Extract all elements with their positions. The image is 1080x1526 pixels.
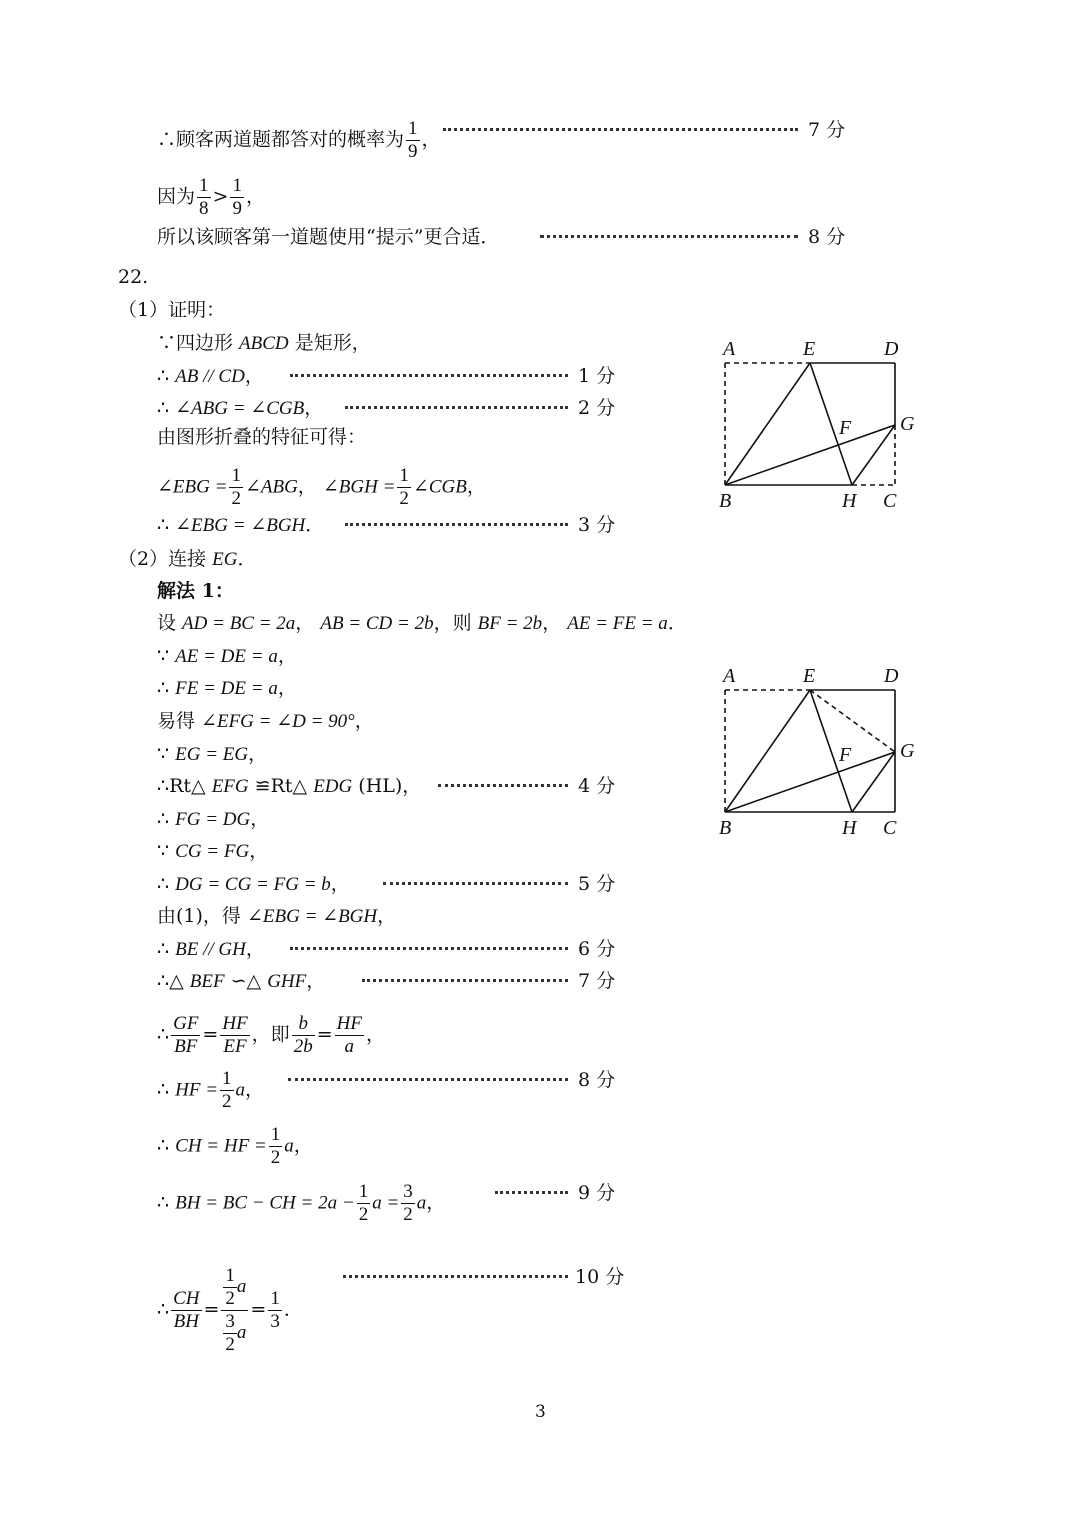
leader-dots xyxy=(290,947,568,950)
score: 1 分 xyxy=(578,365,616,387)
p2-line: 设 AD = BC = 2a， AB = CD = 2b，则 BF = 2b， AE = FE = a． xyxy=(157,612,687,634)
label-A: A xyxy=(723,665,736,687)
label-D: D xyxy=(884,665,899,687)
label-B: B xyxy=(719,817,732,839)
p1-line: ∵四边形 ABCD 是矩形， xyxy=(157,332,371,354)
leader-dots xyxy=(383,882,568,885)
p1-line: ∴ AB // CD， xyxy=(157,365,264,387)
leader-dots xyxy=(443,128,798,131)
p2-line: ∴ BE // GH， xyxy=(157,938,265,960)
p2-line: ∴ HF = $\frac{1}{2}$ a， xyxy=(157,1068,265,1112)
p2-line: ∵ EG = EG， xyxy=(157,743,268,765)
p2-line: ∵ AE = DE = a， xyxy=(157,645,297,667)
edge-EG xyxy=(810,690,895,752)
figure-2 xyxy=(715,662,920,842)
leader-dots xyxy=(438,784,568,787)
p2-line: ∴ BH = BC − CH = 2a − $\frac{1}{2}$ a = $\frac{3}{2}$ a， xyxy=(157,1181,446,1225)
p2-line: ∴ FG = DG， xyxy=(157,808,270,830)
fraction: $\frac{1}{9}$ xyxy=(408,118,418,162)
p2-line: ∴Rt△ EFG ≌Rt△ EDG (HL)， xyxy=(157,775,422,797)
p2-line: ∴ DG = CG = FG = b， xyxy=(157,873,350,895)
edge-GH xyxy=(852,425,895,485)
label-H: H xyxy=(842,817,857,839)
p1-line: 由图形折叠的特征可得： xyxy=(157,426,367,448)
edge-BE xyxy=(725,363,810,485)
label-A: A xyxy=(723,338,736,360)
p1-line: ∴ ∠ABG = ∠CGB， xyxy=(157,397,324,419)
label-H: H xyxy=(842,490,857,512)
edge-BG xyxy=(725,425,895,485)
score: 7 分 xyxy=(578,970,616,992)
label-F: F xyxy=(839,417,852,439)
leader-dots xyxy=(290,374,568,377)
label-B: B xyxy=(719,490,732,512)
score: 9 分 xyxy=(578,1182,616,1204)
score: 6 分 xyxy=(578,938,616,960)
score: 4 分 xyxy=(578,775,616,797)
p2-line: ∴ $\frac{GF}{BF}$ = $\frac{HF}{EF}$ ，即 $\frac{b}{2b}$ = $\frac{HF}{a}$ ， xyxy=(157,1013,385,1057)
label-D: D xyxy=(884,338,899,360)
label-G: G xyxy=(900,413,915,435)
p2-line: ∴△ BEF ∽△ GHF， xyxy=(157,970,326,992)
problem-number: 22. xyxy=(118,266,149,288)
p1-line: ∴ ∠EBG = ∠BGH． xyxy=(157,514,325,536)
p2-line: ∴ FE = DE = a， xyxy=(157,677,297,699)
part2-title: （2）连接 EG． xyxy=(118,548,257,570)
part1-title: （1）证明： xyxy=(118,299,226,321)
label-F: F xyxy=(839,744,852,766)
score: 10 分 xyxy=(575,1266,625,1288)
score: 8 分 xyxy=(808,226,846,248)
p2-line: 易得 ∠EFG = ∠D = 90°， xyxy=(157,710,374,732)
label-E: E xyxy=(803,665,816,687)
leader-dots xyxy=(495,1191,568,1194)
leader-dots xyxy=(288,1078,568,1081)
edge-BG xyxy=(725,752,895,812)
score: 8 分 xyxy=(578,1069,616,1091)
line-prob-answer: ∴顾客两道题都答对的概率为 $\frac{1}{9}$ ， xyxy=(157,118,441,162)
label-C: C xyxy=(883,490,897,512)
p2-line: 由(1)，得 ∠EBG = ∠BGH， xyxy=(157,905,397,927)
edge-GH xyxy=(852,752,895,812)
leader-dots xyxy=(343,1275,568,1278)
score: 7 分 xyxy=(808,119,846,141)
label-G: G xyxy=(900,740,915,762)
label-E: E xyxy=(803,338,816,360)
p1-line: ∠EBG = $\frac{1}{2}$ ∠ABG， ∠BGH = $\frac{1}{2}$ ∠CGB， xyxy=(157,465,486,509)
leader-dots xyxy=(345,406,568,409)
p2-line: ∴ CH = HF = $\frac{1}{2}$ a， xyxy=(157,1124,313,1168)
score: 5 分 xyxy=(578,873,616,895)
leader-dots xyxy=(345,523,568,526)
figure-1 xyxy=(715,335,920,515)
p2-line: ∴ $\frac{CH}{BH}$ = $\frac{1}{2}$ a $\frac{3}{2}$ a = $\frac{1}{3}$ ． xyxy=(157,1265,303,1355)
edge-BE xyxy=(725,690,810,812)
score: 2 分 xyxy=(578,397,616,419)
method-heading: 解法 1： xyxy=(157,580,234,602)
label-C: C xyxy=(883,817,897,839)
page-number: 3 xyxy=(535,1402,546,1422)
leader-dots xyxy=(540,235,798,238)
line-compare: 因为 $\frac{1}{8}$ > $\frac{1}{9}$ ， xyxy=(157,175,265,219)
score: 3 分 xyxy=(578,514,616,536)
p2-line: ∵ CG = FG， xyxy=(157,840,269,862)
line-conclusion: 所以该顾客第一道题使用“提示”更合适． xyxy=(157,226,500,248)
leader-dots xyxy=(362,979,568,982)
